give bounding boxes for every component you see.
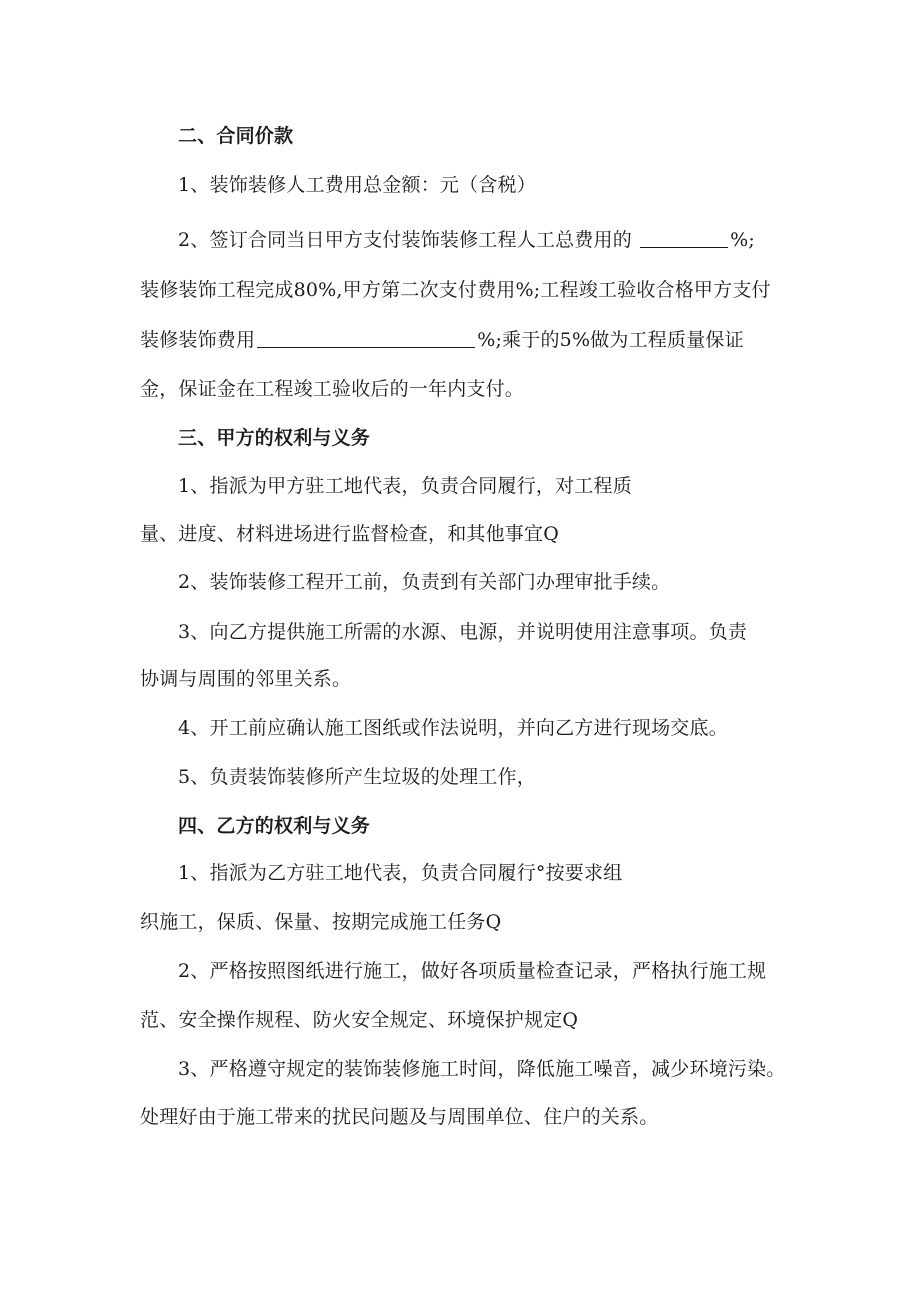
price-item-1: 1、装饰装修人工费用总金额：元（含税） xyxy=(178,174,536,196)
section-heading-party-b: 四、乙方的权利与义务 xyxy=(178,815,371,837)
fill-in-blank xyxy=(640,227,728,248)
price-item-2-line-3-tail: %;乘于的5%做为工程质量保证 xyxy=(477,329,744,351)
section-heading-contract-price: 二、合同价款 xyxy=(178,125,294,147)
party-a-item-3-line-2: 协调与周围的邻里关系。 xyxy=(140,668,352,690)
party-b-item-2-line-1: 2、严格按照图纸进行施工，做好各项质量检查记录，严格执行施工规 xyxy=(178,960,767,982)
party-b-item-1-line-1: 1、指派为乙方驻工地代表，负责合同履行°按要求组 xyxy=(178,862,623,884)
party-a-item-3-line-1: 3、向乙方提供施工所需的水源、电源，并说明使用注意事项。负责 xyxy=(178,621,748,643)
party-b-item-3-line-1: 3、严格遵守规定的装饰装修施工时间，降低施工噪音，减少环境污染。 xyxy=(178,1058,786,1080)
party-a-item-1-line-1: 1、指派为甲方驻工地代表，负责合同履行，对工程质 xyxy=(178,475,632,497)
price-item-2-tail: %; xyxy=(730,229,755,251)
price-item-2-line-2: 装修装饰工程完成80%,甲方第二次支付费用%;工程竣工验收合格甲方支付 xyxy=(140,279,771,301)
price-item-2-line-3 xyxy=(140,326,744,354)
party-b-item-1-line-2: 织施工，保质、保量、按期完成施工任务Q xyxy=(140,911,502,933)
price-item-2-text: 2、签订合同当日甲方支付装饰装修工程人工总费用的 xyxy=(178,229,632,251)
party-a-item-2: 2、装饰装修工程开工前，负责到有关部门办理审批手续。 xyxy=(178,571,671,593)
party-a-item-1-line-2: 量、进度、材料进场进行监督检查，和其他事宜Q xyxy=(140,523,559,545)
price-item-2-line-3-head: 装修装饰费用 xyxy=(140,329,256,351)
fill-in-blank xyxy=(257,327,475,348)
party-b-item-2-line-2: 范、安全操作规程、防火安全规定、环境保护规定Q xyxy=(140,1009,579,1031)
party-b-item-3-line-2: 处理好由于施工带来的扰民问题及与周围单位、住户的关系。 xyxy=(140,1106,659,1128)
party-a-item-4: 4、开工前应确认施工图纸或作法说明，并向乙方进行现场交底。 xyxy=(178,717,728,739)
section-heading-party-a: 三、甲方的权利与义务 xyxy=(178,427,371,449)
price-item-2-line-4: 金，保证金在工程竣工验收后的一年内支付。 xyxy=(140,378,525,400)
party-a-item-5: 5、负责装饰装修所产生垃圾的处理工作， xyxy=(178,766,536,788)
price-item-2-line-1 xyxy=(178,226,755,254)
